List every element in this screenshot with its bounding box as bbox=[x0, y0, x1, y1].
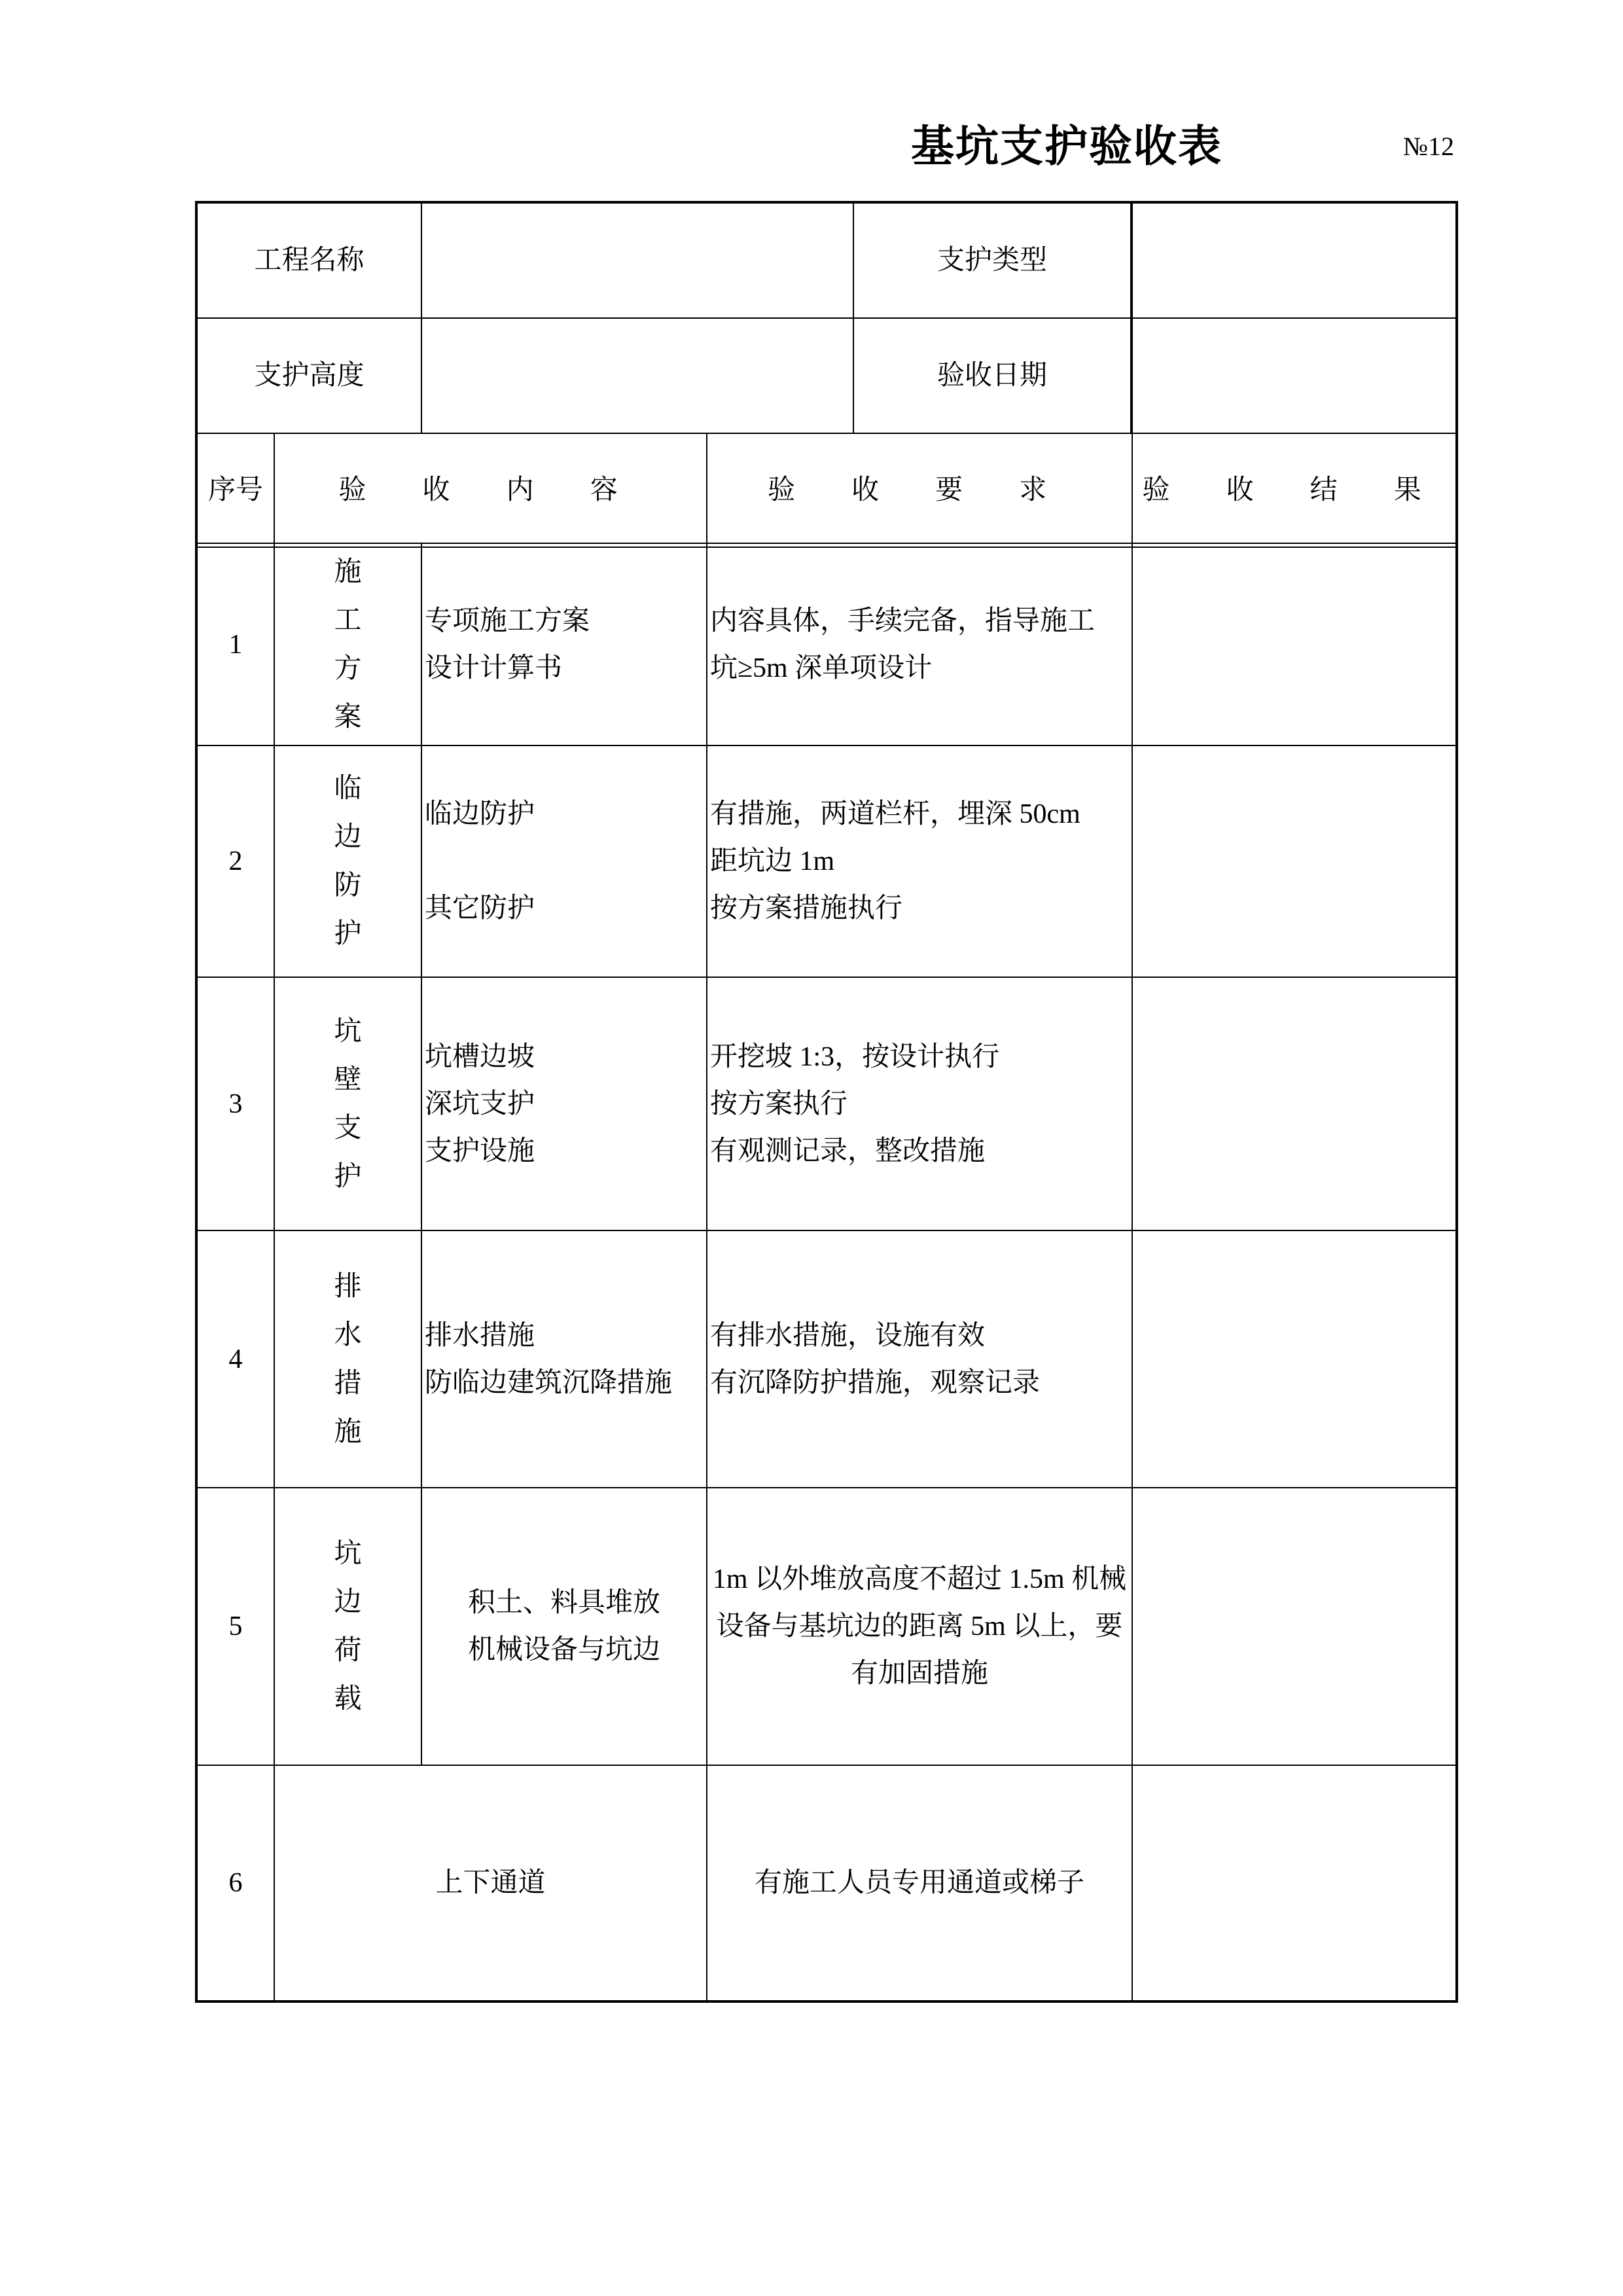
info-row-2 bbox=[196, 318, 1457, 433]
row-result[interactable] bbox=[1132, 1488, 1457, 1765]
col-header-seq: 序号 bbox=[196, 433, 274, 547]
column-header-row bbox=[196, 433, 1457, 547]
document-number: №12 bbox=[1402, 132, 1454, 161]
support-type-label: 支护类型 bbox=[854, 204, 1132, 317]
row-items: 专项施工方案 设计计算书 bbox=[421, 543, 707, 745]
row-seq: 6 bbox=[196, 1765, 274, 2001]
row-category: 坑 壁 支 护 bbox=[274, 977, 421, 1230]
acceptance-date-label: 验收日期 bbox=[854, 319, 1132, 433]
row-result[interactable] bbox=[1132, 745, 1457, 977]
project-name-value[interactable] bbox=[422, 204, 854, 317]
info-row-2-middle bbox=[421, 318, 1132, 433]
document-title: 基坑支护验收表 bbox=[911, 123, 1222, 171]
row-category: 坑 边 荷 载 bbox=[274, 1488, 421, 1765]
project-name-label: 工程名称 bbox=[196, 202, 421, 318]
row-seq: 5 bbox=[196, 1488, 274, 1765]
table-row bbox=[196, 1488, 1457, 1765]
table-row bbox=[196, 977, 1457, 1230]
support-height-value[interactable] bbox=[422, 319, 854, 433]
row-content: 上下通道 bbox=[274, 1765, 707, 2001]
row-category: 施 工 方 案 bbox=[274, 543, 421, 745]
table-row bbox=[196, 1230, 1457, 1488]
row-category: 排 水 措 施 bbox=[274, 1230, 421, 1488]
row-result[interactable] bbox=[1132, 543, 1457, 745]
row-result[interactable] bbox=[1132, 1230, 1457, 1488]
acceptance-table bbox=[195, 201, 1458, 548]
row-seq: 1 bbox=[196, 543, 274, 745]
row-result[interactable] bbox=[1132, 977, 1457, 1230]
info-row-1-middle bbox=[421, 202, 1132, 318]
row-result[interactable] bbox=[1132, 1765, 1457, 2001]
row-seq: 3 bbox=[196, 977, 274, 1230]
row-requirements: 有排水措施，设施有效 有沉降防护措施，观察记录 bbox=[707, 1230, 1132, 1488]
col-header-content: 验 收 内 容 bbox=[274, 433, 707, 547]
acceptance-date-value[interactable] bbox=[1132, 318, 1457, 433]
row-seq: 4 bbox=[196, 1230, 274, 1488]
table-row bbox=[196, 543, 1457, 745]
support-type-value[interactable] bbox=[1132, 202, 1457, 318]
col-header-requirement: 验 收 要 求 bbox=[707, 433, 1132, 547]
acceptance-table-body bbox=[195, 543, 1458, 2003]
row-category: 临 边 防 护 bbox=[274, 745, 421, 977]
table-row bbox=[196, 745, 1457, 977]
row-items: 排水措施 防临边建筑沉降措施 bbox=[421, 1230, 707, 1488]
row-requirements: 有措施，两道栏杆，埋深 50cm 距坑边 1m 按方案措施执行 bbox=[707, 745, 1132, 977]
row-requirements: 开挖坡 1:3，按设计执行 按方案执行 有观测记录，整改措施 bbox=[707, 977, 1132, 1230]
row-seq: 2 bbox=[196, 745, 274, 977]
row-requirement: 有施工人员专用通道或梯子 bbox=[707, 1765, 1132, 2001]
info-row-1 bbox=[196, 202, 1457, 318]
table-row bbox=[196, 1765, 1457, 2001]
row-items: 坑槽边坡 深坑支护 支护设施 bbox=[421, 977, 707, 1230]
row-requirements: 内容具体，手续完备，指导施工 坑≥5m 深单项设计 bbox=[707, 543, 1132, 745]
row-items: 临边防护 其它防护 bbox=[421, 745, 707, 977]
row-requirements: 1m 以外堆放高度不超过 1.5m 机械 设备与基坑边的距离 5m 以上，要 有加固措施 bbox=[707, 1488, 1132, 1765]
row-items: 积土、料具堆放 机械设备与坑边 bbox=[421, 1488, 707, 1765]
col-header-result: 验 收 结 果 bbox=[1132, 433, 1457, 547]
support-height-label: 支护高度 bbox=[196, 318, 421, 433]
